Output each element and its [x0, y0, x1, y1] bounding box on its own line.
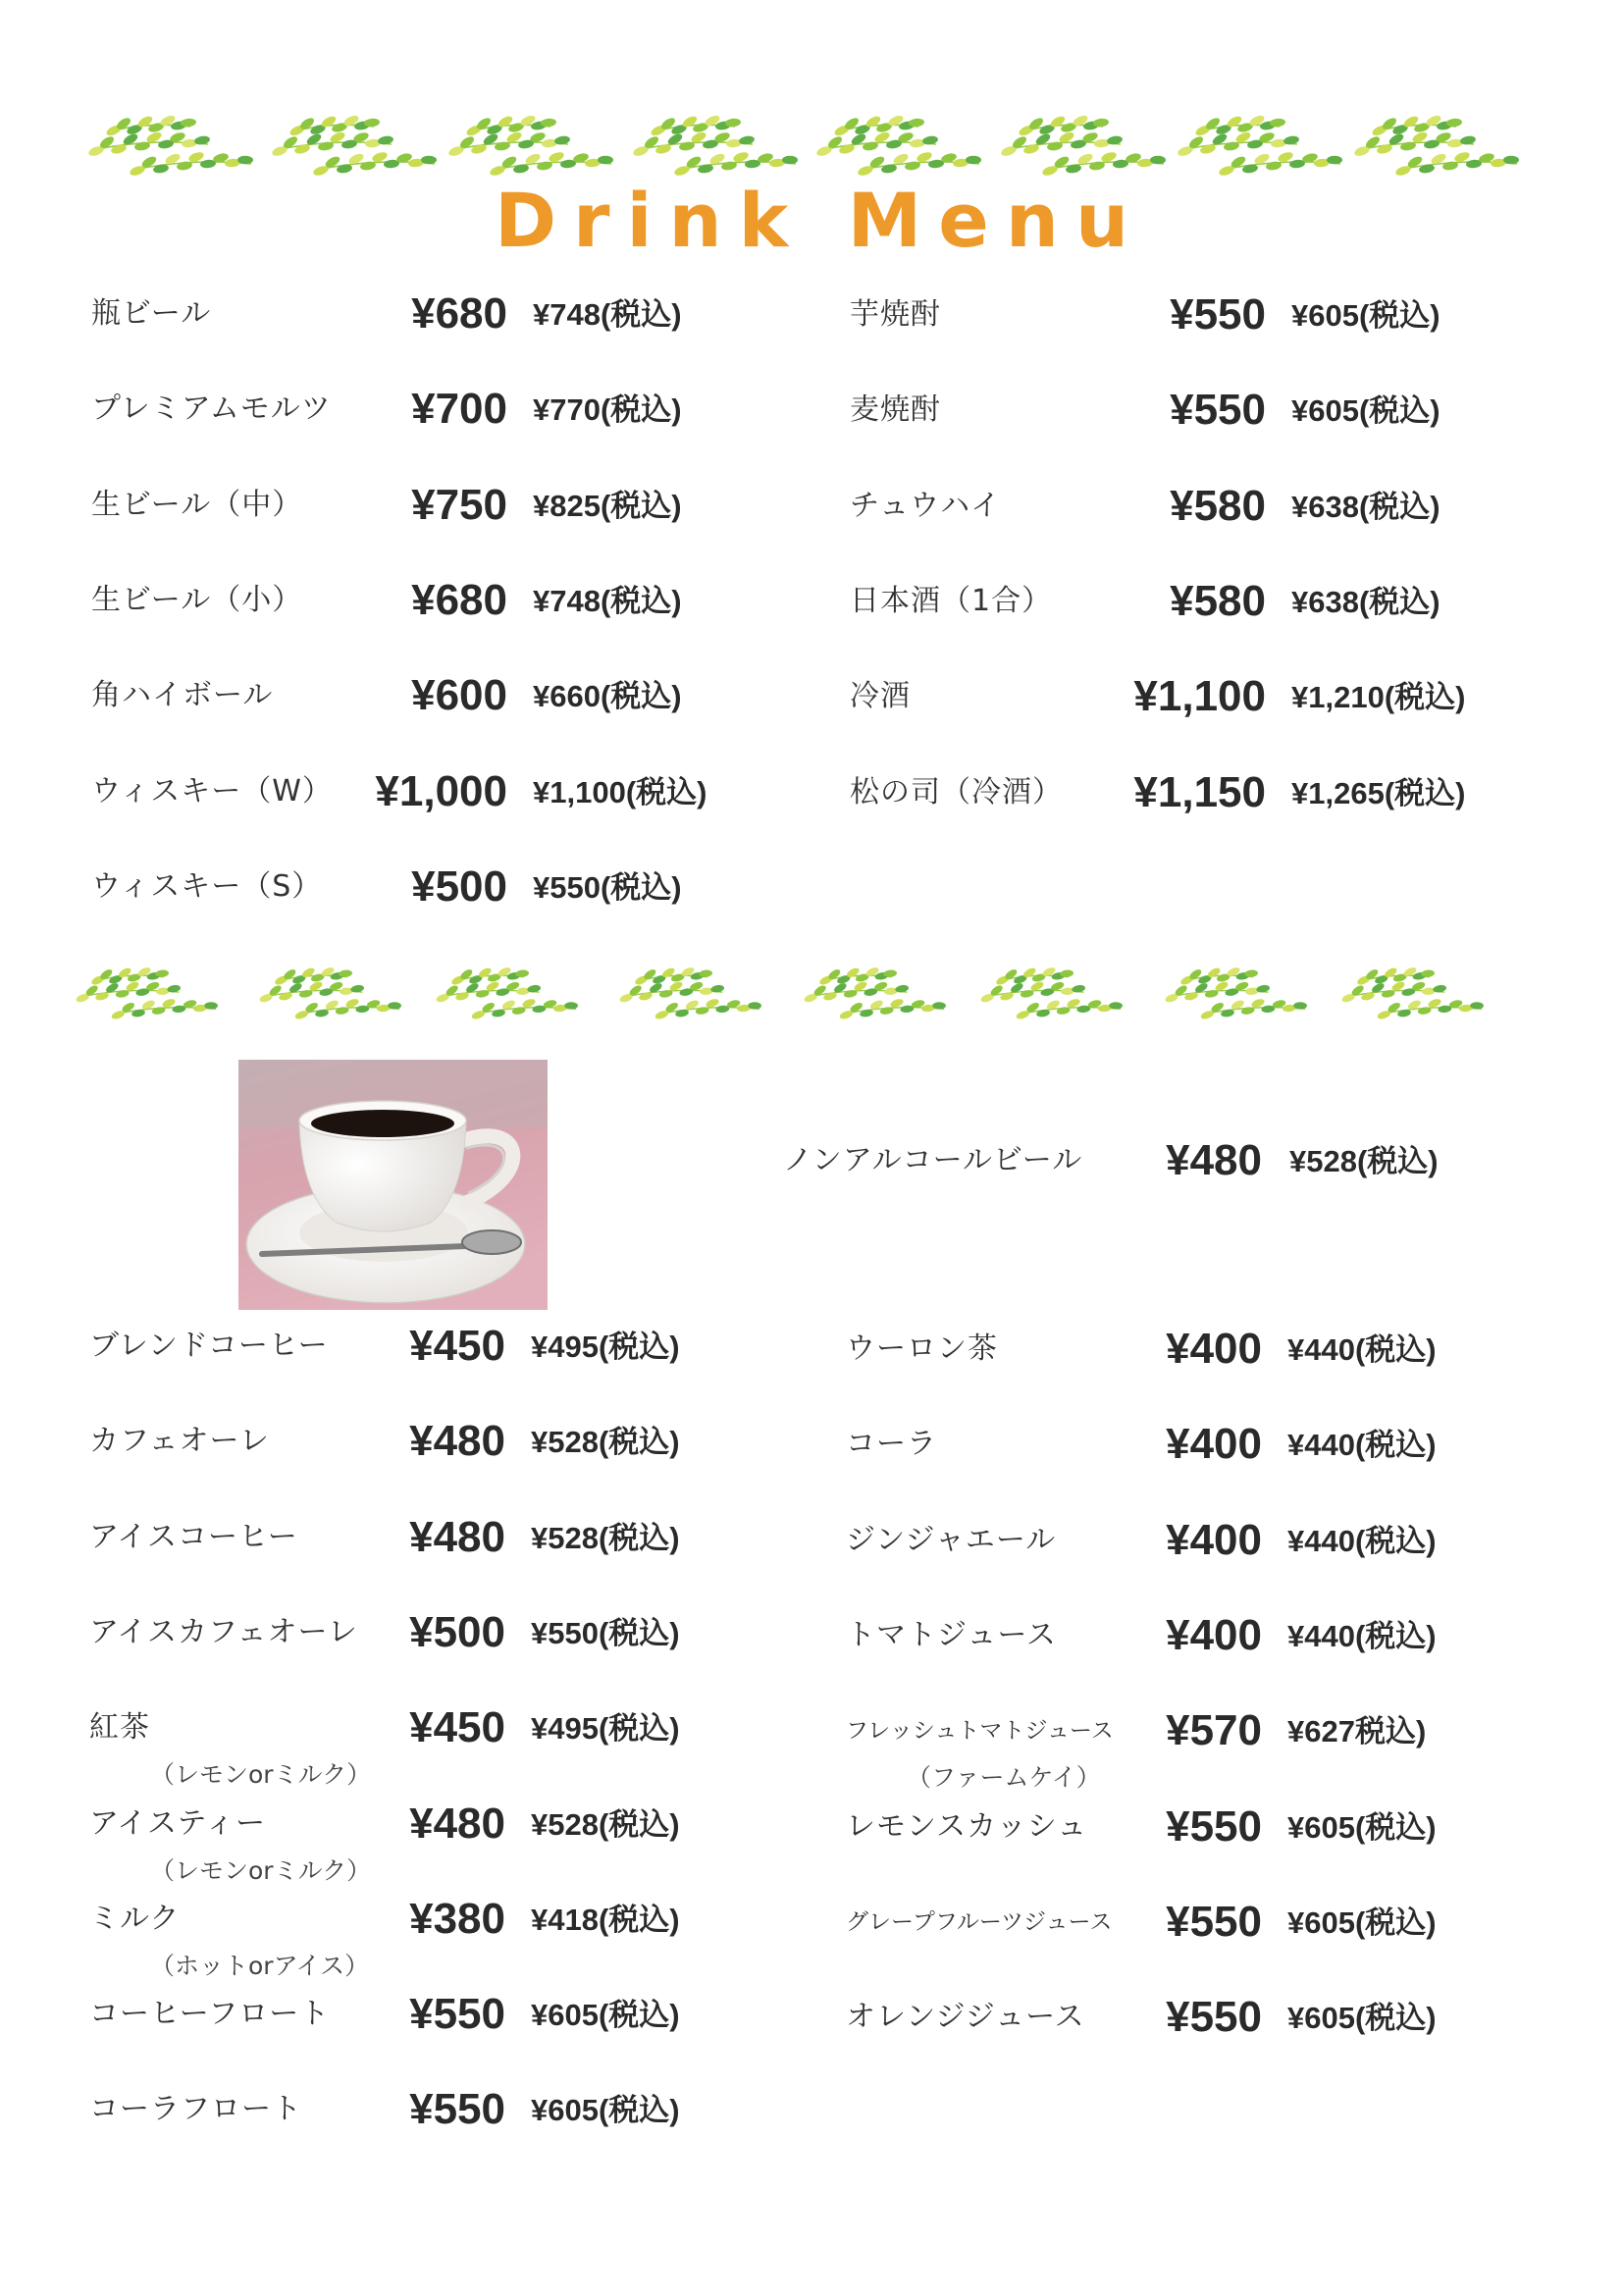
item-name: コーヒーフロート — [89, 1997, 331, 2032]
menu-item-row — [91, 671, 729, 720]
item-name: 瓶ビール — [91, 296, 212, 331]
menu-item-row — [89, 1894, 727, 1980]
menu-item-row — [89, 1990, 727, 2039]
item-name: カフェオーレ — [89, 1424, 270, 1459]
item-name: 日本酒（1合） — [850, 583, 1053, 618]
alcohol-right-column — [850, 290, 1488, 816]
menu-item-non-alcoholic-beer — [783, 1136, 1439, 1185]
item-price: ¥450 — [409, 1322, 505, 1370]
item-tax-price: ¥770(税込) — [533, 392, 682, 428]
item-note: （ホットorアイス） — [150, 1951, 370, 1980]
item-name: 松の司（冷酒） — [850, 774, 1063, 809]
item-price: ¥550 — [1166, 1801, 1262, 1851]
item-price: ¥550 — [1166, 1993, 1262, 2042]
item-price: ¥1,000 — [375, 766, 507, 815]
item-price: ¥580 — [1170, 481, 1266, 530]
item-name: 芋焼酎 — [850, 297, 941, 332]
item-name: アイスティー — [89, 1805, 266, 1841]
menu-item-row — [850, 768, 1488, 817]
item-tax-price: ¥528(税込) — [531, 1425, 680, 1460]
item-tax-price: ¥440(税込) — [1287, 1332, 1437, 1367]
item-tax-price: ¥550(税込) — [531, 1615, 680, 1650]
menu-item-row — [846, 1516, 1484, 1565]
item-name: オレンジジュース — [846, 2000, 1085, 2035]
item-price: ¥570 — [1166, 1706, 1262, 1755]
item-name: コーラ — [846, 1427, 937, 1462]
item-name: レモンスカッシュ — [846, 1808, 1088, 1844]
item-price: ¥680 — [411, 575, 507, 624]
item-name: ミルク — [89, 1901, 181, 1936]
item-note: （ファームケイ） — [907, 1763, 1101, 1793]
item-tax-price: ¥605(税込) — [1287, 1905, 1437, 1940]
item-tax-price: ¥418(税込) — [531, 1902, 680, 1937]
menu-item-row — [850, 290, 1488, 339]
item-price: ¥400 — [1166, 1515, 1262, 1564]
item-tax-price: ¥528(税込) — [1289, 1144, 1439, 1178]
item-tax-price: ¥605(税込) — [531, 2093, 680, 2128]
menu-item-row — [850, 672, 1488, 721]
item-price: ¥1,150 — [1133, 767, 1266, 816]
menu-title: Drink Menu — [494, 177, 1146, 264]
item-name: グレープフルーツジュース — [846, 1908, 1113, 1935]
menu-item-row — [846, 1611, 1484, 1660]
item-tax-price: ¥825(税込) — [533, 488, 682, 523]
item-tax-price: ¥495(税込) — [531, 1711, 680, 1747]
item-tax-price: ¥528(税込) — [531, 1520, 680, 1555]
item-tax-price: ¥748(税込) — [533, 583, 682, 618]
item-name: ジンジャエール — [846, 1522, 1057, 1557]
item-price: ¥580 — [1170, 576, 1266, 625]
item-price: ¥550 — [1170, 386, 1266, 435]
item-tax-price: ¥605(税込) — [1291, 298, 1440, 333]
menu-item-row — [89, 2085, 727, 2134]
item-note: （レモンorミルク） — [150, 1855, 372, 1885]
item-price: ¥500 — [409, 1607, 505, 1656]
item-price: ¥480 — [409, 1417, 505, 1466]
item-price: ¥750 — [411, 480, 507, 529]
item-name: 麦焼酎 — [850, 392, 941, 428]
item-name: チュウハイ — [850, 488, 1002, 523]
item-price: ¥550 — [1170, 290, 1266, 339]
item-price: ¥500 — [411, 861, 507, 911]
item-price: ¥480 — [409, 1799, 505, 1848]
item-tax-price: ¥605(税込) — [1287, 1809, 1437, 1845]
item-name: 角ハイボール — [91, 678, 274, 713]
item-tax-price: ¥440(税込) — [1287, 1428, 1437, 1463]
menu-item-row — [91, 385, 729, 434]
item-tax-price: ¥440(税込) — [1287, 1523, 1437, 1558]
menu-item-row — [89, 1608, 727, 1657]
item-name: フレッシュトマトジュース — [846, 1718, 1114, 1745]
menu-item-row — [850, 577, 1488, 626]
item-name: プレミアムモルツ — [91, 391, 332, 427]
leaf-vine-divider — [0, 960, 1623, 1026]
menu-item-row — [846, 1325, 1484, 1374]
item-tax-price: ¥1,210(税込) — [1291, 680, 1466, 715]
menu-item-row — [850, 482, 1488, 531]
item-price: ¥400 — [1166, 1420, 1262, 1469]
item-note: （レモンorミルク） — [150, 1760, 372, 1790]
menu-item-row — [91, 767, 729, 816]
item-name: 生ビール（中） — [91, 487, 303, 522]
item-price: ¥480 — [1166, 1136, 1262, 1184]
item-name: ウーロン茶 — [846, 1331, 998, 1366]
item-tax-price: ¥638(税込) — [1291, 584, 1440, 619]
soft-drinks-right-column — [846, 1325, 1484, 2042]
item-price: ¥550 — [409, 1990, 505, 2039]
item-price: ¥480 — [409, 1512, 505, 1561]
menu-item-row — [89, 1513, 727, 1562]
item-price: ¥400 — [1166, 1325, 1262, 1373]
menu-item-row — [91, 576, 729, 625]
menu-item-row — [846, 1706, 1484, 1793]
item-price: ¥700 — [411, 385, 507, 434]
item-price: ¥550 — [1166, 1897, 1262, 1946]
menu-item-row — [89, 1322, 727, 1371]
item-tax-price: ¥660(税込) — [533, 679, 682, 714]
item-tax-price: ¥638(税込) — [1291, 489, 1440, 524]
item-name: アイスカフェオーレ — [89, 1614, 358, 1649]
soft-drinks-left-column — [89, 1322, 727, 2134]
menu-item-row — [846, 1802, 1484, 1852]
item-tax-price: ¥605(税込) — [1291, 393, 1440, 429]
item-price: ¥1,100 — [1133, 672, 1266, 721]
item-tax-price: ¥528(税込) — [531, 1806, 680, 1842]
leaf-vine-top — [0, 106, 1623, 184]
item-name: アイスコーヒー — [89, 1519, 298, 1554]
menu-item-row — [89, 1799, 727, 1885]
item-name: ノンアルコールビール — [783, 1143, 1083, 1177]
item-tax-price: ¥605(税込) — [1287, 2001, 1437, 2036]
item-tax-price: ¥605(税込) — [531, 1998, 680, 2033]
item-name: 冷酒 — [850, 679, 911, 714]
menu-item-row — [91, 481, 729, 530]
menu-item-row — [850, 386, 1488, 435]
item-tax-price: ¥627税込) — [1287, 1714, 1427, 1749]
item-tax-price: ¥748(税込) — [533, 297, 682, 332]
menu-item-row — [846, 1420, 1484, 1469]
item-price: ¥380 — [409, 1894, 505, 1943]
item-price: ¥450 — [409, 1703, 505, 1752]
item-tax-price: ¥440(税込) — [1287, 1618, 1437, 1653]
menu-item-row — [89, 1417, 727, 1466]
item-name: ウィスキー（W） — [91, 773, 333, 809]
item-tax-price: ¥550(税込) — [533, 869, 682, 905]
item-name: ブレンドコーヒー — [89, 1329, 329, 1363]
item-name: コーラフロート — [89, 2092, 302, 2127]
item-tax-price: ¥495(税込) — [531, 1330, 680, 1364]
item-price: ¥400 — [1166, 1610, 1262, 1659]
item-name: ウィスキー（S） — [91, 868, 323, 904]
item-name: 紅茶 — [89, 1710, 150, 1746]
item-name: トマトジュース — [846, 1617, 1057, 1652]
menu-item-row — [846, 1993, 1484, 2042]
menu-item-row — [846, 1898, 1484, 1947]
menu-item-row — [91, 289, 729, 339]
item-tax-price: ¥1,100(税込) — [533, 774, 707, 809]
coffee-cup-photo — [238, 1060, 548, 1310]
item-tax-price: ¥1,265(税込) — [1291, 775, 1466, 810]
menu-item-row — [89, 1703, 727, 1790]
item-price: ¥600 — [411, 671, 507, 720]
item-price: ¥550 — [409, 2085, 505, 2134]
alcohol-left-column — [91, 289, 729, 911]
item-name: 生ビール（小） — [91, 582, 303, 617]
item-price: ¥680 — [411, 289, 507, 338]
menu-item-row — [91, 862, 729, 912]
